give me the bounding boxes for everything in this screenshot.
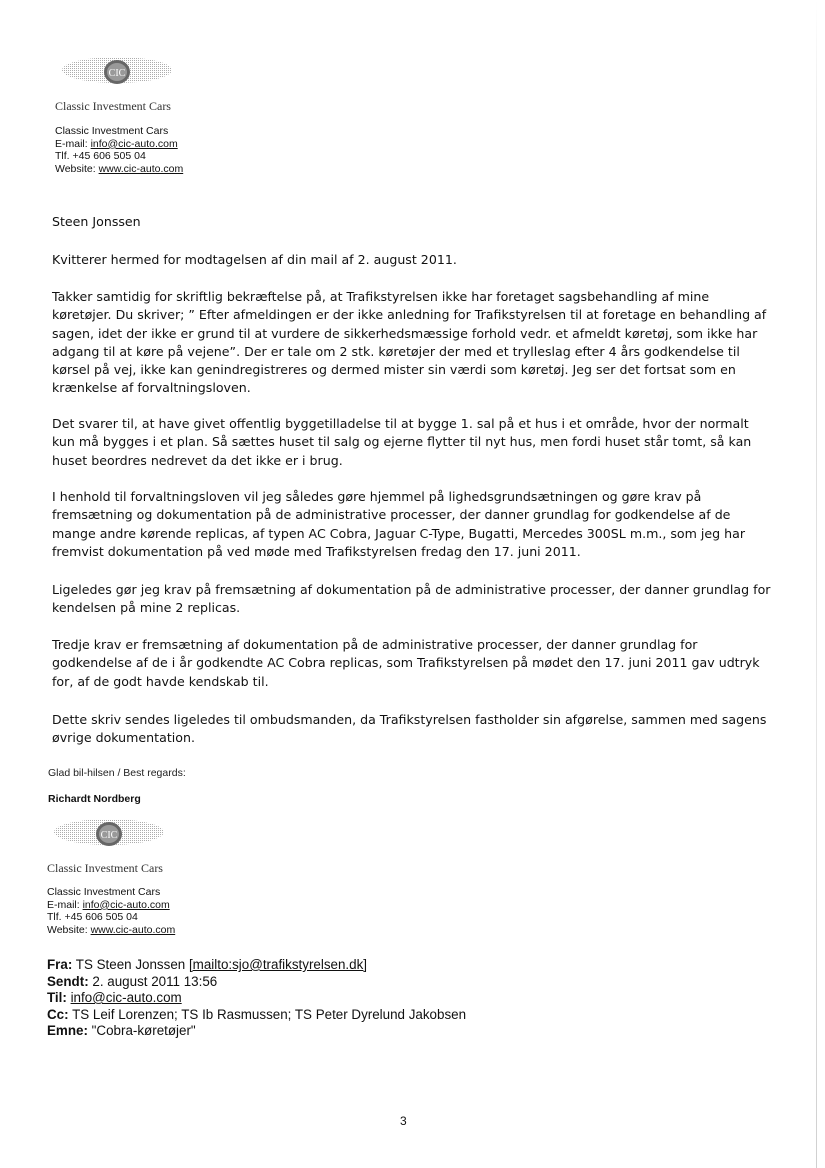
salutation: Steen Jonssen <box>52 214 141 229</box>
sent-line <box>47 974 466 991</box>
logo-monogram-bottom: CIC <box>100 830 118 841</box>
paragraph-2: Takker samtidig for skriftlig bekræftelse på, at Trafikstyrelsen ikke har foretaget sagsbehandling af mine køretøjer. Du skriver; ” Efter afmeldingen er der ikke anledning for Trafikstyrelsen til at foretage en behandling af sagen, idet der ikke er grund til at vurdere de sikkerhedsmæssige forhold vedr. et afmeldt køretøj, som ikke har adgang til at køre på vejene”. Der er tale om 2 stk. køretøjer der med et trylleslag efter 4 års godkendelse til kørsel på vej, ikke kan genindregistreres og dermed mister sin værdi som køretøj. Jeg ser det fortsat som en krænkelse af forvaltningsloven. <box>52 289 767 396</box>
cc-value: TS Leif Lorenzen; TS Ib Rasmussen; TS Peter Dyrelund Jakobsen <box>72 1006 467 1022</box>
paragraph-1: Kvitterer hermed for modtagelsen af din mail af 2. august 2011. <box>52 252 457 267</box>
contact-block-top <box>55 125 183 175</box>
page-number: 3 <box>400 1114 407 1128</box>
subject-value: "Cobra-køretøjer" <box>91 1023 196 1038</box>
signer-name: Richardt Nordberg <box>48 793 141 805</box>
website-label-bottom: Website: <box>47 923 88 936</box>
cc-label: Cc: <box>47 1006 69 1022</box>
website-line <box>55 163 183 176</box>
email-label-bottom: E-mail: <box>47 898 80 911</box>
subject-label: Emne: <box>47 1023 88 1038</box>
cic-logo-bottom <box>52 814 167 860</box>
from-mailto-link[interactable]: [mailto:sjo@trafikstyrelsen.dk] <box>188 957 368 972</box>
website-link-bottom[interactable]: www.cic-auto.com <box>90 923 176 936</box>
company-name: Classic Investment Cars <box>55 125 169 137</box>
from-line <box>47 957 466 974</box>
email-line-bottom <box>47 899 175 912</box>
email-link-bottom[interactable]: info@cic-auto.com <box>82 898 170 911</box>
company-name-bottom: Classic Investment Cars <box>47 886 161 898</box>
sent-value: 2. august 2011 13:56 <box>92 973 218 989</box>
logo-caption-bottom: Classic Investment Cars <box>47 861 163 875</box>
logo-caption-top: Classic Investment Cars <box>55 99 171 113</box>
cic-logo-top <box>60 52 175 98</box>
paragraph-5: Ligeledes gør jeg krav på fremsætning af dokumentation på de administrative processer, der danner grundlag for kendelsen på mine 2 replicas. <box>52 582 771 616</box>
to-value-link[interactable]: info@cic-auto.com <box>70 990 182 1005</box>
phone-line: Tlf. +45 606 505 04 <box>55 150 146 163</box>
closing-line: Glad bil-hilsen / Best regards: <box>48 767 186 779</box>
to-label: Til: <box>47 990 67 1005</box>
cc-line <box>47 1007 466 1024</box>
phone-line-bottom: Tlf. +45 606 505 04 <box>47 911 138 924</box>
from-value: TS Steen Jonssen <box>75 957 186 972</box>
from-label: Fra: <box>47 957 73 972</box>
logo-monogram: CIC <box>108 68 126 79</box>
contact-block-bottom <box>47 886 175 936</box>
paragraph-6: Tredje krav er fremsætning af dokumentation på de administrative processer, der danner grundlag for godkendelse af de i år godkendte AC Cobra replicas, som Trafikstyrelsen på mødet den 17. juni 2011 gav udtryk for, af de godt havde kendskab til. <box>52 637 760 689</box>
email-label: E-mail: <box>55 137 88 150</box>
paragraph-3: Det svarer til, at have givet offentlig byggetilladelse til at bygge 1. sal på et hus i et område, hvor der normalt kun må bygges i et plan. Så sættes huset til salg og ejerne flytter til nyt hus, men fordi huset står tomt, så kan huset beordres nedrevet da det ikke er i brug. <box>52 416 752 468</box>
paragraph-4: I henhold til forvaltningsloven vil jeg således gøre hjemmel på lighedsgrundsætningen og gøre krav på fremsætning og dokumentation på de administrative processer, der danner grundlag for godkendelse af de mange andre kørende replicas, af typen AC Cobra, Jaguar C-Type, Bugatti, Mercedes 300SL m.m., som jeg har fremvist dokumentation på ved møde med Trafikstyrelsen fredag den 17. juni 2011. <box>52 489 746 559</box>
email-header-block <box>47 957 466 1040</box>
to-line <box>47 990 466 1007</box>
paragraph-7: Dette skriv sendes ligeledes til ombudsmanden, da Trafikstyrelsen fastholder sin afgørelse, sammen med sagens øvrige dokumentation. <box>52 712 767 746</box>
website-label: Website: <box>55 162 96 175</box>
scan-edge-line <box>816 0 817 1168</box>
website-line-bottom <box>47 924 175 937</box>
email-line <box>55 138 183 151</box>
sent-label: Sendt: <box>47 973 89 989</box>
website-link[interactable]: www.cic-auto.com <box>98 162 184 175</box>
email-link[interactable]: info@cic-auto.com <box>90 137 178 150</box>
subject-line <box>47 1023 466 1040</box>
